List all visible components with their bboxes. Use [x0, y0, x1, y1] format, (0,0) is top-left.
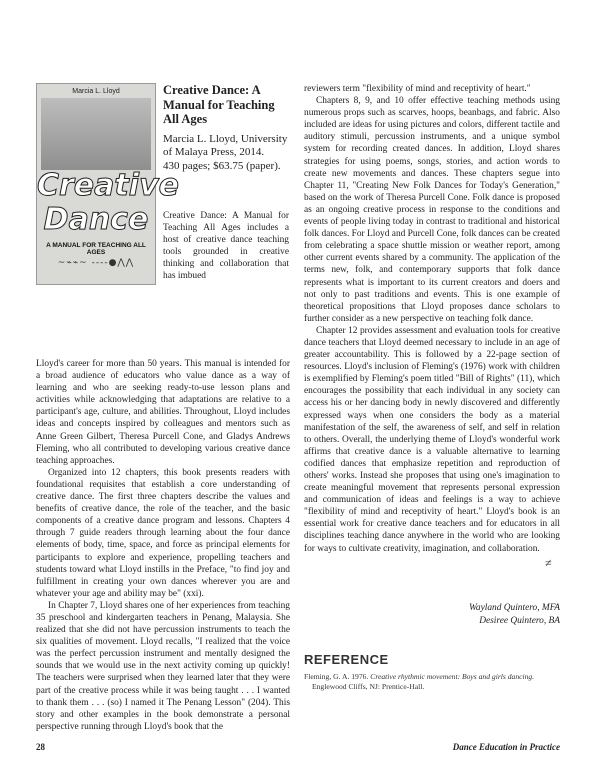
reference-publisher: Englewood Cliffs, NJ: Prentice-Hall. [312, 681, 425, 691]
signature-mark: ≠ [545, 556, 552, 570]
reviewer-1: Wayland Quintero, MFA [468, 603, 560, 613]
cover-subtitle: A MANUAL FOR TEACHING ALL AGES [46, 242, 146, 256]
reference-author: Fleming, G. A. 1976. [304, 672, 369, 681]
paragraph-chapter-12: Chapter 12 provides assessment and evaluation tools for creative dance teachers that Lloyd deemed necessary to include in an age of greater accountability. This is followed by a 22-page section of resources. Lloyd's inclusion of Fleming's (1976) work with children is exemplified by Fleming's poem titled "Bill of Rights" (11), which encourages the possibility that each individual in any society can access his or her dancing body in newly discovered and differently expressed ways when one considers the body as a material manifestation of the self, the awareness of self, and self in relation to others. Overall, the underlying theme of Lloyd's wonderful work affirms that creative dance is a valuable alternative to learning codified dances that emphasize repetition and reproduction of others' works. Instead she proposes that using one's imagination to create meaningful movement that represents personal expression and communication of ideas and feelings is a way to achieve "flexibility of mind and receptivity of heart." Lloyd's book is an essential work for creative dance teachers and for educators in all disciplines teaching dance anywhere in the world who are looking for ways to cultivate creativity, imagination, and collaboration. [304, 325, 560, 554]
right-column [304, 83, 560, 555]
paragraph-3: In Chapter 7, Lloyd shares one of her experiences from teaching 35 preschool and kindergarten teachers in Penang, Malaysia. She realized that she did not have percussion instruments to teach the six qualities of movement. Lloyd recalls, "I realized that the voice was the perfect percussion instrument and mentally designed the sounds that we would use in the next activity coming up quickly! The teachers were surprised when they learned later that they were part of the creative process while it was being taught . . . I wanted to thank them . . . (so) I named it The Penang Lesson" (204). This story and other examples in the book demonstrate a personal perspective running through Lloyd's book that the [36, 600, 290, 732]
journal-name: Dance Education in Practice [452, 742, 560, 752]
reference-entry [304, 672, 560, 691]
wrap-paragraph [163, 210, 289, 283]
reference-list [304, 672, 560, 691]
reviewer-2: Desiree Quintero, BA [479, 616, 560, 626]
paragraph-2: Organized into 12 chapters, this book presents readers with foundational requisites that establish a core understanding of creative dance. The first three chapters describe the values and benefits of creative dance, the role of the teacher, and the basic components of a creative dance program and lessons. Chapters 4 through 7 guide readers through learning about the four dance elements of body, time, space, and force as principal elements for participants to explore and experience, propelling teachers and students toward what Lloyd instills in the Preface, "to find joy and fulfillment in creating your own dances wherever you are and whatever your age and ability may be" (xxi). [36, 467, 290, 599]
paragraph-chapters-8-10: Chapters 8, 9, and 10 offer effective teaching methods using numerous props such as scarves, hoops, beanbags, and fabric. Also included are ideas for using pictures and colors, different tactile and auditory stimuli, percussion instruments, and a unique symbol system for recording created dances. In addition, Lloyd shares strategies for using poems, songs, stories, and action words to create new movements and dances. These chapters segue into Chapter 11, "Creating New Folk Dances for Today's Generation," based on the work of Theresa Purcell Cone. Folk dance is proposed as an ongoing creative process in response to the conditions and events of people living today in contrast to traditional and historical folk dances. For Lloyd and Purcell Cone, folk dances can be created from celebrating a space shuttle mission or weather report, among other current events shared by a community. The application of the terms new, folk, and contemporary supports that folk dance represents what is important to its current creators and doers and not only to past traditions and events. This is one example of theoretical propositions that Lloyd proposes dance scholars to further consider as a new perspective on teaching folk dance. [304, 96, 560, 324]
book-cover-image [36, 83, 179, 285]
page-number: 28 [36, 742, 45, 752]
paragraph-continued: reviewers term "flexibility of mind and receptivity of heart." [304, 84, 531, 94]
cover-title-line1: Creative [37, 168, 179, 203]
reference-heading: REFERENCE [304, 652, 389, 667]
paragraph-wrap-start: Creative Dance: A Manual for Teaching All Ages includes a host of creative dance teaching tools grounded in creative thinking and collaboration that has imbued [163, 211, 289, 282]
left-column [36, 358, 290, 733]
book-author-publisher: Marcia L. Lloyd, University of Malaya Press, 2014. [163, 132, 288, 158]
cover-author: Marcia L. Lloyd [72, 88, 120, 95]
book-title: Creative Dance: A Manual for Teaching All Ages [163, 83, 275, 126]
cover-decorative-glyphs: ~⌁⌁~ ----●⋀⋀ [57, 258, 135, 268]
book-heading [163, 83, 289, 173]
cover-photo [41, 98, 151, 170]
paragraph-1-rest: Lloyd's career for more than 50 years. This manual is intended for a broad audience of educators who value dance as a way of learning and who are seeking ready-to-use lesson plans and activities while acknowledging that adaptations are relative to a participant's age, culture, and abilities. Throughout, Lloyd includes ideas and concepts inspired by colleagues and mentors such as Anne Green Gilbert, Theresa Purcell Cone, and Gladys Andrews Fleming, who all contributed to developing various creative dance teaching approaches. [36, 359, 290, 466]
cover-title-line2: Dance [43, 202, 149, 237]
reference-title: Creative rhythmic movement: Boys and girls dancing. [370, 672, 535, 681]
book-pages-price: 430 pages; $63.75 (paper). [163, 159, 281, 172]
